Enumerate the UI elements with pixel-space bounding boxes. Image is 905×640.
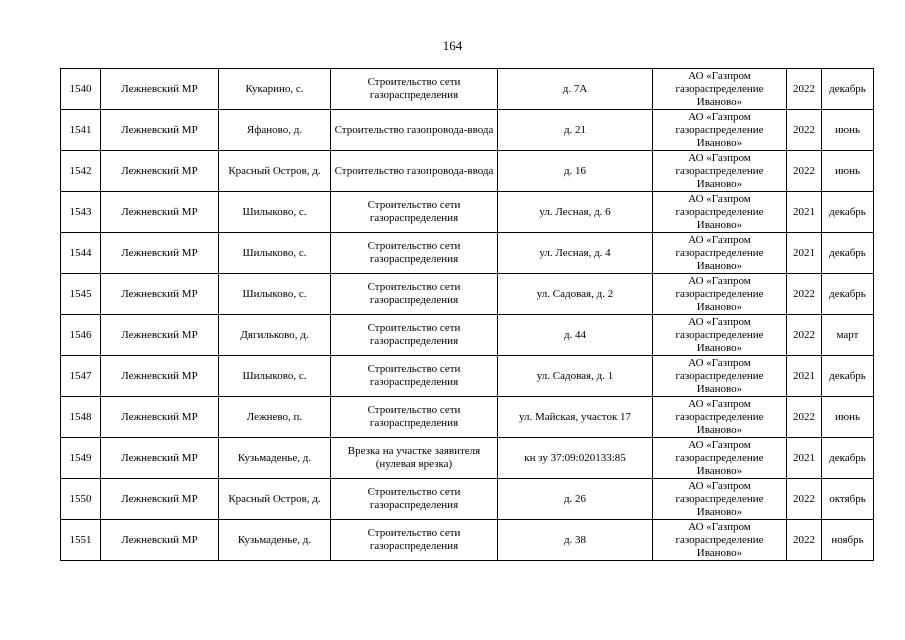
cell-year: 2021 — [787, 192, 822, 233]
cell-locality: Кукарино, с. — [219, 69, 331, 110]
cell-district: Лежневский МР — [101, 520, 219, 561]
cell-work-type: Врезка на участке заявителя (нулевая врезка) — [331, 438, 498, 479]
cell-address: д. 44 — [498, 315, 653, 356]
cell-locality: Шилыково, с. — [219, 356, 331, 397]
cell-month: декабрь — [822, 69, 874, 110]
cell-number: 1551 — [61, 520, 101, 561]
table-row — [61, 315, 874, 356]
cell-number: 1544 — [61, 233, 101, 274]
cell-number: 1546 — [61, 315, 101, 356]
cell-year: 2022 — [787, 479, 822, 520]
cell-number: 1542 — [61, 151, 101, 192]
cell-number: 1550 — [61, 479, 101, 520]
cell-work-type: Строительство сети газораспределения — [331, 397, 498, 438]
cell-year: 2022 — [787, 274, 822, 315]
cell-address: ул. Лесная, д. 6 — [498, 192, 653, 233]
cell-district: Лежневский МР — [101, 110, 219, 151]
cell-organization: АО «Газпром газораспределение Иваново» — [653, 274, 787, 315]
cell-organization: АО «Газпром газораспределение Иваново» — [653, 192, 787, 233]
cell-work-type: Строительство сети газораспределения — [331, 274, 498, 315]
cell-organization: АО «Газпром газораспределение Иваново» — [653, 69, 787, 110]
cell-year: 2021 — [787, 233, 822, 274]
cell-number: 1549 — [61, 438, 101, 479]
cell-address: ул. Садовая, д. 1 — [498, 356, 653, 397]
cell-locality: Дягильково, д. — [219, 315, 331, 356]
cell-work-type: Строительство сети газораспределения — [331, 69, 498, 110]
cell-year: 2022 — [787, 520, 822, 561]
cell-number: 1540 — [61, 69, 101, 110]
table-row — [61, 274, 874, 315]
cell-month: ноябрь — [822, 520, 874, 561]
cell-year: 2022 — [787, 110, 822, 151]
table-row — [61, 397, 874, 438]
cell-month: декабрь — [822, 233, 874, 274]
cell-district: Лежневский МР — [101, 274, 219, 315]
table-row — [61, 479, 874, 520]
cell-locality: Красный Остров, д. — [219, 479, 331, 520]
cell-locality: Лежнево, п. — [219, 397, 331, 438]
gasification-table — [60, 68, 874, 561]
page-number: 164 — [442, 38, 463, 53]
cell-organization: АО «Газпром газораспределение Иваново» — [653, 315, 787, 356]
cell-month: июнь — [822, 110, 874, 151]
cell-month: декабрь — [822, 192, 874, 233]
cell-number: 1543 — [61, 192, 101, 233]
cell-organization: АО «Газпром газораспределение Иваново» — [653, 479, 787, 520]
cell-locality: Шилыково, с. — [219, 274, 331, 315]
table-row — [61, 233, 874, 274]
table-row — [61, 151, 874, 192]
cell-district: Лежневский МР — [101, 233, 219, 274]
cell-locality: Яфаново, д. — [219, 110, 331, 151]
table-row — [61, 356, 874, 397]
cell-month: декабрь — [822, 274, 874, 315]
cell-organization: АО «Газпром газораспределение Иваново» — [653, 233, 787, 274]
cell-address: д. 16 — [498, 151, 653, 192]
cell-address: ул. Лесная, д. 4 — [498, 233, 653, 274]
cell-work-type: Строительство сети газораспределения — [331, 520, 498, 561]
cell-locality: Кузьмаденье, д. — [219, 438, 331, 479]
cell-number: 1547 — [61, 356, 101, 397]
cell-address: д. 21 — [498, 110, 653, 151]
cell-district: Лежневский МР — [101, 438, 219, 479]
cell-month: июнь — [822, 151, 874, 192]
cell-work-type: Строительство сети газораспределения — [331, 479, 498, 520]
cell-district: Лежневский МР — [101, 315, 219, 356]
cell-work-type: Строительство сети газораспределения — [331, 192, 498, 233]
cell-number: 1541 — [61, 110, 101, 151]
cell-district: Лежневский МР — [101, 151, 219, 192]
cell-year: 2022 — [787, 315, 822, 356]
cell-number: 1548 — [61, 397, 101, 438]
cell-address: д. 38 — [498, 520, 653, 561]
cell-address: д. 7А — [498, 69, 653, 110]
cell-district: Лежневский МР — [101, 479, 219, 520]
cell-year: 2021 — [787, 438, 822, 479]
table-row — [61, 192, 874, 233]
cell-district: Лежневский МР — [101, 356, 219, 397]
cell-address: д. 26 — [498, 479, 653, 520]
cell-number: 1545 — [61, 274, 101, 315]
cell-month: июнь — [822, 397, 874, 438]
cell-organization: АО «Газпром газораспределение Иваново» — [653, 110, 787, 151]
cell-locality: Шилыково, с. — [219, 192, 331, 233]
cell-organization: АО «Газпром газораспределение Иваново» — [653, 520, 787, 561]
cell-organization: АО «Газпром газораспределение Иваново» — [653, 356, 787, 397]
cell-work-type: Строительство газопровода-ввода — [331, 151, 498, 192]
table-row — [61, 520, 874, 561]
cell-locality: Шилыково, с. — [219, 233, 331, 274]
cell-district: Лежневский МР — [101, 192, 219, 233]
cell-year: 2021 — [787, 356, 822, 397]
cell-locality: Красный Остров, д. — [219, 151, 331, 192]
cell-work-type: Строительство сети газораспределения — [331, 233, 498, 274]
cell-locality: Кузьмаденье, д. — [219, 520, 331, 561]
cell-month: декабрь — [822, 356, 874, 397]
cell-year: 2022 — [787, 151, 822, 192]
table-row — [61, 438, 874, 479]
cell-address: ул. Майская, участок 17 — [498, 397, 653, 438]
cell-address: ул. Садовая, д. 2 — [498, 274, 653, 315]
table-row — [61, 110, 874, 151]
cell-month: март — [822, 315, 874, 356]
cell-work-type: Строительство сети газораспределения — [331, 356, 498, 397]
cell-organization: АО «Газпром газораспределение Иваново» — [653, 151, 787, 192]
cell-year: 2022 — [787, 397, 822, 438]
cell-district: Лежневский МР — [101, 69, 219, 110]
cell-organization: АО «Газпром газораспределение Иваново» — [653, 397, 787, 438]
cell-district: Лежневский МР — [101, 397, 219, 438]
cell-month: октябрь — [822, 479, 874, 520]
cell-year: 2022 — [787, 69, 822, 110]
table-row — [61, 69, 874, 110]
cell-organization: АО «Газпром газораспределение Иваново» — [653, 438, 787, 479]
cell-address: кн зу 37:09:020133:85 — [498, 438, 653, 479]
cell-work-type: Строительство газопровода-ввода — [331, 110, 498, 151]
cell-work-type: Строительство сети газораспределения — [331, 315, 498, 356]
cell-month: декабрь — [822, 438, 874, 479]
